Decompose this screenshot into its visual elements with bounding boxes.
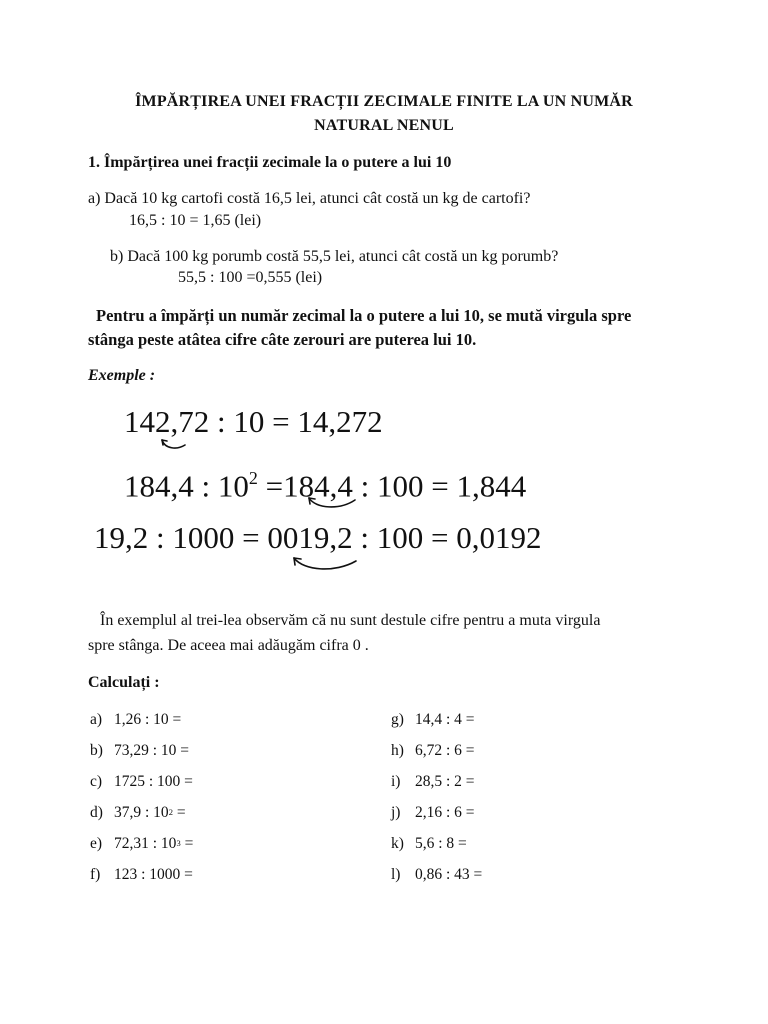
exercise-letter: h) [391,742,404,759]
exercise-text: 5,6 : 8 = [415,835,467,852]
document-title-line-2: NATURAL NENUL [314,117,454,134]
exercise-power: 2 [168,806,173,817]
example-1-comma-arrow-icon [159,436,189,454]
exercise-text-after-power: = [180,835,194,852]
example-equation-3: 19,2 : 1000 = 0019,2 : 100 = 0,0192 [94,520,542,555]
exercise-letter: d) [90,804,103,821]
exercise-a [90,711,181,729]
exercise-text: 14,4 : 4 = [415,711,475,728]
example-2-after-power: =184,4 : 100 = 1,844 [257,468,527,504]
exercise-text-after-power: = [172,804,186,821]
example-equation-1: 142,72 : 10 = 14,272 [124,404,383,439]
section-heading: 1. Împărțirea unei fracții zecimale la o putere a lui 10 [88,154,452,171]
exercise-h [391,742,475,760]
exercise-text: 123 : 1000 = [114,866,193,883]
problem-a-answer: 16,5 : 10 = 1,65 (lei) [129,212,262,229]
exercise-text: 37,9 : 10 [114,804,169,821]
exercise-g [391,711,475,729]
example-2-before-power: 184,4 : 10 [124,468,249,504]
exercise-i [391,773,475,791]
example-2-power: 2 [248,467,258,488]
document-title-line-1: ÎMPĂRȚIREA UNEI FRACȚII ZECIMALE FINITE LA UN NUMĂR [135,93,633,110]
exercise-letter: j) [391,804,401,821]
exercise-text: 1,26 : 10 = [114,711,182,728]
problem-b-question: b) Dacă 100 kg porumb costă 55,5 lei, atunci cât costă un kg porumb? [110,248,559,265]
note-line-2: spre stânga. De aceea mai adăugăm cifra 0 . [88,637,369,654]
exercise-text: 0,86 : 43 = [415,866,483,883]
exercise-text: 2,16 : 6 = [415,804,475,821]
exercise-letter: a) [90,711,103,728]
exercise-k [391,835,467,853]
exercise-letter: i) [391,773,401,790]
examples-label: Exemple : [88,367,156,384]
exercise-text: 1725 : 100 = [114,773,193,790]
exercise-e [90,835,193,853]
exercise-text: 73,29 : 10 = [114,742,190,759]
division-rule-line-1: Pentru a împărți un număr zecimal la o putere a lui 10, se mută virgula spre [96,306,632,325]
exercise-power: 3 [176,837,181,848]
exercise-c [90,773,193,791]
exercise-l [391,866,482,884]
exercise-letter: e) [90,835,103,852]
exercise-letter: g) [391,711,404,728]
exercise-letter: c) [90,773,103,790]
exercise-text: 6,72 : 6 = [415,742,475,759]
exercise-letter: k) [391,835,404,852]
exercise-b [90,742,189,760]
note-line-1: În exemplul al trei-lea observăm că nu sunt destule cifre pentru a muta virgula [100,612,601,629]
exercise-letter: f) [90,866,101,883]
problem-b-answer: 55,5 : 100 =0,555 (lei) [178,269,323,286]
exercise-j [391,804,475,822]
exercise-text: 28,5 : 2 = [415,773,475,790]
problem-a-question: a) Dacă 10 kg cartofi costă 16,5 lei, atunci cât costă un kg de cartofi? [88,190,531,207]
exercise-text: 72,31 : 10 [114,835,177,852]
example-2-comma-arrow-icon [305,493,359,513]
example-3-comma-arrow-icon [289,552,361,576]
exercise-d [90,804,186,822]
exercise-f [90,866,193,884]
exercises-heading: Calculați : [88,674,160,691]
division-rule-line-2: stânga peste atâtea cifre câte zerouri are puterea lui 10. [88,330,477,349]
exercise-letter: b) [90,742,103,759]
exercise-letter: l) [391,866,401,883]
